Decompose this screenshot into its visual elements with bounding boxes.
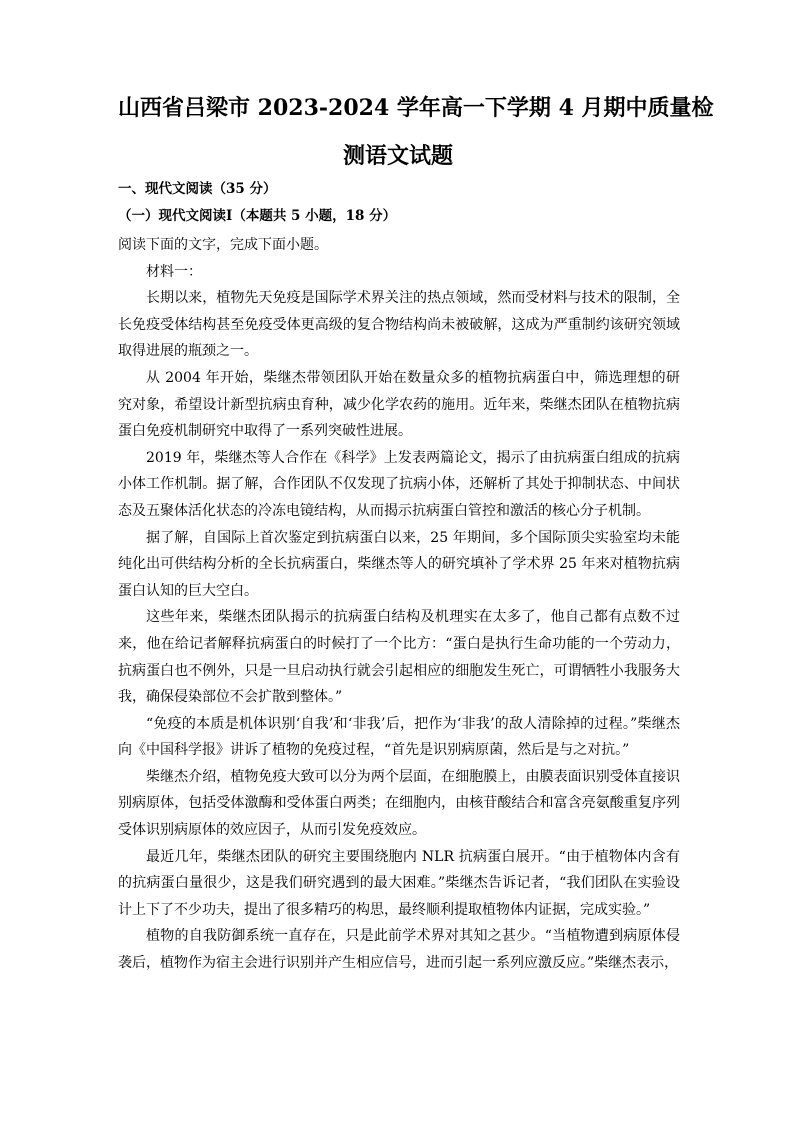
section-heading: 一、现代文阅读（35 分）: [118, 181, 277, 197]
subsection-heading: （一）现代文阅读Ⅰ（本题共 5 小题，18 分）: [118, 208, 397, 224]
paragraph: 从 2004 年开始，柴继杰带领团队开始在数量众多的植物抗病蛋白中，筛选理想的研究对象，希望设计新型抗病虫育种，减少化学农药的施用。近年来，柴继杰团队在植物抗病蛋白免疫机制研究中取得了一系列突破性进展。: [118, 369, 680, 440]
paragraph: 植物的自我防御系统一直存在，只是此前学术界对其知之甚少。“当植物遭到病原体侵袭后，植物作为宿主会进行识别并产生相应信号，进而引起一系列应激反应。”柴继杰表示，: [118, 928, 680, 972]
paragraph: 长期以来，植物先天免疫是国际学术界关注的热点领域，然而受材料与技术的限制，全长免疫受体结构甚至免疫受体更高级的复合物结构尚未被破解，这成为严重制约该研究领域取得进展的瓶颈之一。: [118, 290, 680, 360]
paragraph: 柴继杰介绍，植物免疫大致可以分为两个层面，在细胞膜上，由膜表面识别受体直接识别病原体，包括受体激酶和受体蛋白两类；在细胞内，由核苷酸结合和富含亮氨酸重复序列受体识别病原体的效应因子，从而引发免疫效应。: [118, 768, 680, 839]
paragraph: 这些年来，柴继杰团队揭示的抗病蛋白结构及机理实在太多了，他自己都有点数不过来，他在给记者解释抗病蛋白的时候打了一个比方：“蛋白是执行生命功能的一个劳动力，抗病蛋白也不例外，只是一旦启动执行就会引起相应的细胞发生死亡，可谓牺牲小我服务大我，确保侵染部位不会扩散到整体。”: [118, 609, 680, 706]
document-title-line-2: 测语文试题: [342, 143, 453, 169]
paragraph: 最近几年，柴继杰团队的研究主要围绕胞内 NLR 抗病蛋白展开。“由于植物体内含有的抗病蛋白量很少，这是我们研究遇到的最大困难。”柴继杰告诉记者，“我们团队在实验设计上下了不少功夫，提出了很多精巧的构思，最终顺利提取植物体内证据，完成实验。”: [118, 848, 680, 918]
paragraph: 2019 年，柴继杰等人合作在《科学》上发表两篇论文，揭示了由抗病蛋白组成的抗病小体工作机制。据了解，合作团队不仅发现了抗病小体，还解析了其处于抑制状态、中间状态及五聚体活化状态的冷冻电镜结构，从而揭示抗病蛋白管控和激活的核心分子机制。: [118, 449, 680, 519]
paragraph: 据了解，自国际上首次鉴定到抗病蛋白以来，25 年期间，多个国际顶尖实验室均未能纯化出可供结构分析的全长抗病蛋白，柴继杰等人的研究填补了学术界 25 年来对植物抗病蛋白认知的巨大空白。: [118, 529, 680, 599]
document-title-line-1: 山西省吕梁市 2023-2024 学年高一下学期 4 月期中质量检: [118, 95, 714, 121]
material-label: 材料一：: [146, 263, 202, 280]
paragraph: “免疫的本质是机体识别‘自我’和‘非我’后，把作为‘非我’的敌人清除掉的过程。”柴继杰向《中国科学报》讲诉了植物的免疫过程，“首先是识别病原菌，然后是与之对抗。”: [118, 715, 680, 759]
reading-passage: [118, 232, 680, 977]
instruction-text: 阅读下面的文字，完成下面小题。: [118, 237, 328, 253]
